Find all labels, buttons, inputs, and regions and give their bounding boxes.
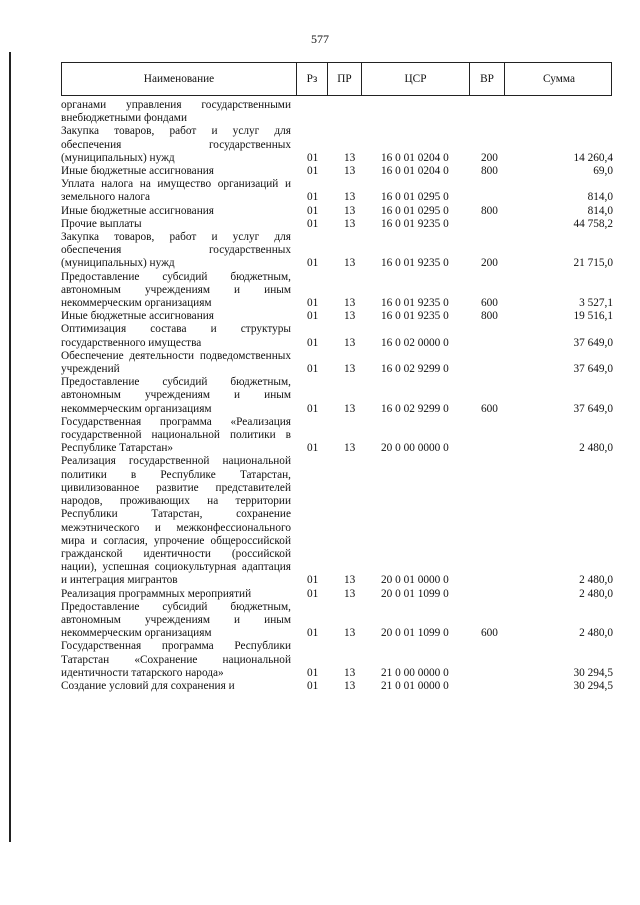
row-name: Иные бюджетные ассигнования bbox=[61, 204, 214, 217]
row-rz: 01 bbox=[307, 587, 319, 600]
page-number: 577 bbox=[311, 32, 329, 46]
row-sum: 2 480,0 bbox=[579, 627, 613, 640]
row-pr: 13 bbox=[344, 442, 356, 455]
row-rz: 01 bbox=[307, 297, 319, 310]
row-csr: 16 0 01 0204 0 bbox=[381, 165, 449, 178]
row-rz: 01 bbox=[307, 574, 319, 587]
row-name: Уплата налога на имущество организаций и земельного налога bbox=[61, 178, 291, 204]
row-rz: 01 bbox=[307, 204, 319, 217]
row-name: Закупка товаров, работ и услуг для обеспечения государственных (муниципальных) нужд bbox=[61, 231, 291, 270]
row-pr: 13 bbox=[344, 574, 356, 587]
row-rz: 01 bbox=[307, 442, 319, 455]
row-name: Предоставление субсидий бюджетным, автономным учреждениям и иным некоммерческим организациям bbox=[61, 376, 291, 415]
row-sum: 814,0 bbox=[587, 191, 613, 204]
row-csr: 16 0 01 9235 0 bbox=[381, 310, 449, 323]
table-row bbox=[61, 231, 612, 271]
header-name: Наименование bbox=[62, 63, 297, 95]
row-pr: 13 bbox=[344, 165, 356, 178]
row-rz: 01 bbox=[307, 191, 319, 204]
row-pr: 13 bbox=[344, 204, 356, 217]
row-sum: 37 649,0 bbox=[573, 336, 613, 349]
row-rz: 01 bbox=[307, 165, 319, 178]
table-row bbox=[61, 218, 612, 231]
row-name: Закупка товаров, работ и услуг для обеспечения государственных (муниципальных) нужд bbox=[61, 125, 291, 164]
table-row bbox=[61, 165, 612, 178]
row-vr: 600 bbox=[481, 402, 498, 415]
row-sum: 21 715,0 bbox=[573, 257, 613, 270]
row-pr: 13 bbox=[344, 191, 356, 204]
row-rz: 01 bbox=[307, 310, 319, 323]
header-csr: ЦСР bbox=[362, 63, 470, 95]
row-sum: 814,0 bbox=[587, 204, 613, 217]
row-pr: 13 bbox=[344, 402, 356, 415]
table-row bbox=[61, 323, 612, 349]
table-row bbox=[61, 205, 612, 218]
row-sum: 69,0 bbox=[593, 165, 613, 178]
row-pr: 13 bbox=[344, 627, 356, 640]
table-row bbox=[61, 416, 612, 456]
row-csr: 16 0 01 0295 0 bbox=[381, 204, 449, 217]
row-pr: 13 bbox=[344, 151, 356, 164]
header-vr: ВР bbox=[470, 63, 505, 95]
table-row bbox=[61, 588, 612, 601]
row-csr: 20 0 00 0000 0 bbox=[381, 442, 449, 455]
row-name: Обеспечение деятельности подведомственных учреждений bbox=[61, 349, 291, 376]
row-csr: 20 0 01 1099 0 bbox=[381, 627, 449, 640]
row-rz: 01 bbox=[307, 679, 319, 692]
table-row bbox=[61, 601, 612, 641]
row-sum: 37 649,0 bbox=[573, 402, 613, 415]
row-pr: 13 bbox=[344, 310, 356, 323]
row-rz: 01 bbox=[307, 627, 319, 640]
row-sum: 2 480,0 bbox=[579, 587, 613, 600]
table-row bbox=[61, 178, 612, 204]
row-name: Иные бюджетные ассигнования bbox=[61, 165, 214, 178]
row-vr: 800 bbox=[481, 165, 498, 178]
row-rz: 01 bbox=[307, 402, 319, 415]
row-name: Создание условий для сохранения и bbox=[61, 679, 235, 692]
row-sum: 14 260,4 bbox=[573, 151, 613, 164]
row-name: органами управления государственными внебюджетными фондами bbox=[61, 99, 291, 125]
row-csr: 20 0 01 1099 0 bbox=[381, 587, 449, 600]
row-csr: 16 0 02 9299 0 bbox=[381, 363, 449, 376]
row-name: Реализация государственной национальной политики в Республике Татарстан, цивилизованное развитие представителей народов, проживающих на территории Республики Татарстан, сохранение межэтнического и межконфессионального мира и согласия, упрочение общероссийской гражданской идентичности (российской нации), успешная социокультурная адаптация и интеграция мигрантов bbox=[61, 455, 291, 587]
table-row bbox=[61, 455, 612, 587]
row-sum: 19 516,1 bbox=[573, 310, 613, 323]
table-row bbox=[61, 310, 612, 323]
row-sum: 44 758,2 bbox=[573, 217, 613, 230]
row-csr: 16 0 01 9235 0 bbox=[381, 257, 449, 270]
row-csr: 16 0 02 0000 0 bbox=[381, 336, 449, 349]
row-vr: 200 bbox=[481, 257, 498, 270]
row-csr: 16 0 01 9235 0 bbox=[381, 297, 449, 310]
row-csr: 16 0 01 0204 0 bbox=[381, 151, 449, 164]
row-pr: 13 bbox=[344, 336, 356, 349]
row-csr: 16 0 02 9299 0 bbox=[381, 402, 449, 415]
row-sum: 30 294,5 bbox=[573, 666, 613, 679]
row-pr: 13 bbox=[344, 257, 356, 270]
row-sum: 37 649,0 bbox=[573, 363, 613, 376]
row-sum: 3 527,1 bbox=[579, 297, 613, 310]
row-pr: 13 bbox=[344, 587, 356, 600]
scan-edge-line bbox=[9, 52, 11, 842]
row-pr: 13 bbox=[344, 679, 356, 692]
table-row bbox=[61, 376, 612, 416]
header-sum: Сумма bbox=[543, 73, 575, 85]
row-rz: 01 bbox=[307, 666, 319, 679]
row-name: Оптимизация состава и структуры государственного имущества bbox=[61, 323, 291, 349]
row-pr: 13 bbox=[344, 217, 356, 230]
row-rz: 01 bbox=[307, 217, 319, 230]
row-pr: 13 bbox=[344, 666, 356, 679]
row-vr: 600 bbox=[481, 297, 498, 310]
table-row bbox=[61, 350, 612, 376]
row-name: Иные бюджетные ассигнования bbox=[61, 310, 214, 323]
row-rz: 01 bbox=[307, 257, 319, 270]
row-rz: 01 bbox=[307, 363, 319, 376]
row-name: Предоставление субсидий бюджетным, автономным учреждениям и иным некоммерческим организациям bbox=[61, 270, 291, 310]
row-name: Реализация программных мероприятий bbox=[61, 587, 252, 600]
row-name: Государственная программа Республики Татарстан «Сохранение национальной идентичности татарского народа» bbox=[61, 640, 291, 679]
row-vr: 600 bbox=[481, 627, 498, 640]
row-vr: 800 bbox=[481, 204, 498, 217]
table-row bbox=[61, 271, 612, 311]
row-sum: 30 294,5 bbox=[573, 679, 613, 692]
row-name: Государственная программа «Реализация государственной национальной политики в Республике Татарстан» bbox=[61, 415, 291, 455]
table-row bbox=[61, 680, 612, 693]
row-sum: 2 480,0 bbox=[579, 442, 613, 455]
table-row bbox=[61, 640, 612, 680]
row-csr: 21 0 00 0000 0 bbox=[381, 666, 449, 679]
row-csr: 21 0 01 0000 0 bbox=[381, 679, 449, 692]
table-row bbox=[61, 99, 612, 125]
table-body bbox=[61, 99, 612, 693]
row-name: Прочие выплаты bbox=[61, 217, 142, 230]
row-csr: 20 0 01 0000 0 bbox=[381, 574, 449, 587]
row-csr: 16 0 01 0295 0 bbox=[381, 191, 449, 204]
row-name: Предоставление субсидий бюджетным, автономным учреждениям и иным некоммерческим организациям bbox=[61, 600, 291, 640]
table-row bbox=[61, 125, 612, 165]
row-rz: 01 bbox=[307, 151, 319, 164]
header-pr: ПР bbox=[328, 63, 362, 95]
row-rz: 01 bbox=[307, 336, 319, 349]
row-sum: 2 480,0 bbox=[579, 574, 613, 587]
row-pr: 13 bbox=[344, 297, 356, 310]
row-csr: 16 0 01 9235 0 bbox=[381, 217, 449, 230]
row-vr: 800 bbox=[481, 310, 498, 323]
row-vr: 200 bbox=[481, 151, 498, 164]
table-header bbox=[61, 62, 612, 96]
row-pr: 13 bbox=[344, 363, 356, 376]
header-rz: Рз bbox=[297, 63, 328, 95]
